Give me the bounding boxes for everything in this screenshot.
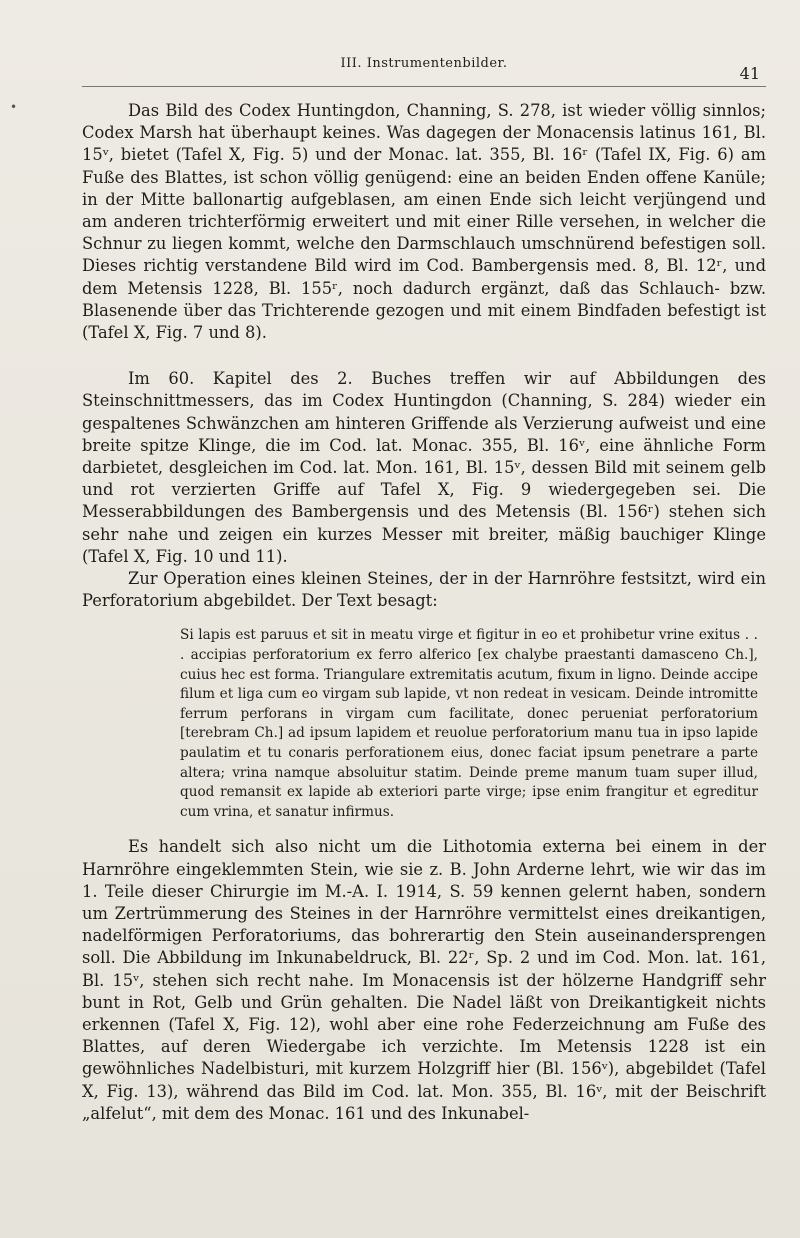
paragraph-4: Es handelt sich also nicht um die Lithotomia externa bei einem in der Harnröhre eingeklemmten Stein, wie sie z. B. John Arderne lehrt, wie wir das im 1. Teile dieser Chirurgie im M.-A. I. 1914, S. 59 kennen gelernt haben, sondern um Zertrümmerung des Steines in der Harnröhre vermittelst eines dreikantigen, nadelförmigen Perforatoriums, das bohrerartig den Stein auseinandersprengen soll. Die Abbildung im Inkunabeldruck, Bl. 22ʳ, Sp. 2 und im Cod. Mon. lat. 161, Bl. 15ᵛ, stehen sich recht nahe. Im Monacensis ist der hölzerne Handgriff sehr bunt in Rot, Gelb und Grün gehalten. Die Nadel läßt von Dreikantigkeit nichts erkennen (Tafel X, Fig. 12), wohl aber eine rohe Federzeichnung am Fuße des Blattes, auf deren Wiedergabe ich verzichte. Im Metensis 1228 ist ein gewöhnliches Nadelbisturi, mit kurzem Holzgriff hier (Bl. 156ᵛ), abgebildet (Tafel X, Fig. 13), während das Bild im Cod. lat. Mon. 355, Bl. 16ᵛ, mit der Beischrift „alfelut“, mit dem des Monac. 161 und des Inkunabel- [82, 837, 766, 1123]
paragraph-3: Zur Operation eines kleinen Steines, der in der Harnröhre festsitzt, wird ein Perforatorium abgebildet. Der Text besagt: [82, 569, 766, 611]
paragraph-2: Im 60. Kapitel des 2. Buches treffen wir auf Abbildungen des Steinschnittmessers, das im Codex Huntingdon (Channing, S. 284) wieder ein gespaltenes Schwänzchen am hinteren Griffende als Verzierung aufweist und eine breite spitze Klinge, die im Cod. lat. Monac. 355, Bl. 16ᵛ, eine ähnliche Form darbietet, desgleichen im Cod. lat. Mon. 161, Bl. 15ᵛ, dessen Bild mit seinem gelb und rot verzierten Griffe auf Tafel X, Fig. 9 wiedergegeben sei. Die Messerabbildungen des Bambergensis und des Metensis (Bl. 156ʳ) stehen sich sehr nahe und zeigen ein kurzes Messer mit breiter, mäßig bauchiger Klinge (Tafel X, Fig. 10 und 11). [82, 369, 766, 566]
paragraph-1: Das Bild des Codex Huntingdon, Channing, S. 278, ist wieder völlig sinnlos; Codex Marsh hat überhaupt keines. Was dagegen der Monacensis latinus 161, Bl. 15ᵛ, bietet (Tafel X, Fig. 5) und der Monac. lat. 355, Bl. 16ʳ (Tafel IX, Fig. 6) am Fuße des Blattes, ist schon völlig genügend: eine an beiden Enden offene Kanüle; in der Mitte ballonartig aufgeblasen, am einen Ende sich leicht verjüngend und am anderen trichterförmig erweitert und mit einer Rille versehen, in welcher die Schnur zu liegen kommt, welche den Darmschlauch umschnürend befestigen soll. Dieses richtig verstandene Bild wird im Cod. Bambergensis med. 8, Bl. 12ʳ, und dem Metensis 1228, Bl. 155ʳ, noch dadurch ergänzt, daß das Schlauch- bzw. Blasenende über das Trichterende gezogen und mit einem Bindfaden befestigt ist (Tafel X, Fig. 7 und 8). [82, 101, 766, 343]
running-head: III. Instrumentenbilder. [340, 56, 508, 71]
page-number: 41 [739, 64, 760, 83]
page-header [82, 56, 766, 87]
margin-dot: • [10, 100, 18, 114]
latin-quote: Si lapis est paruus et sit in meatu virge et figitur in eo et prohibetur vrine exitus . . . accipias perforatorium ex ferro alferico [ex chalybe praestanti damasceno Ch.], cuius hec est forma. Triangulare extremitatis acutum, fixum in ligno. Deinde accipe filum et liga cum eo virgam sub lapide, vt non redeat in vesicam. Deinde intromitte ferrum perforans in virgam cum facilitate, donec perueniat perforatorium [terebram Ch.] ad ipsum lapidem et reuolue perforatorium manu tua in ipso lapide paulatim et tu conaris perforationem eius, donec faciat ipsum penetrare a parte altera; vrina namque absoluitur statim. Deinde preme manum tuam super illud, quod remansit ex lapide ab exteriori parte virge; ipse enim frangitur et egreditur cum vrina, et sanatur infirmus. [180, 627, 758, 820]
page-body [82, 100, 766, 1125]
